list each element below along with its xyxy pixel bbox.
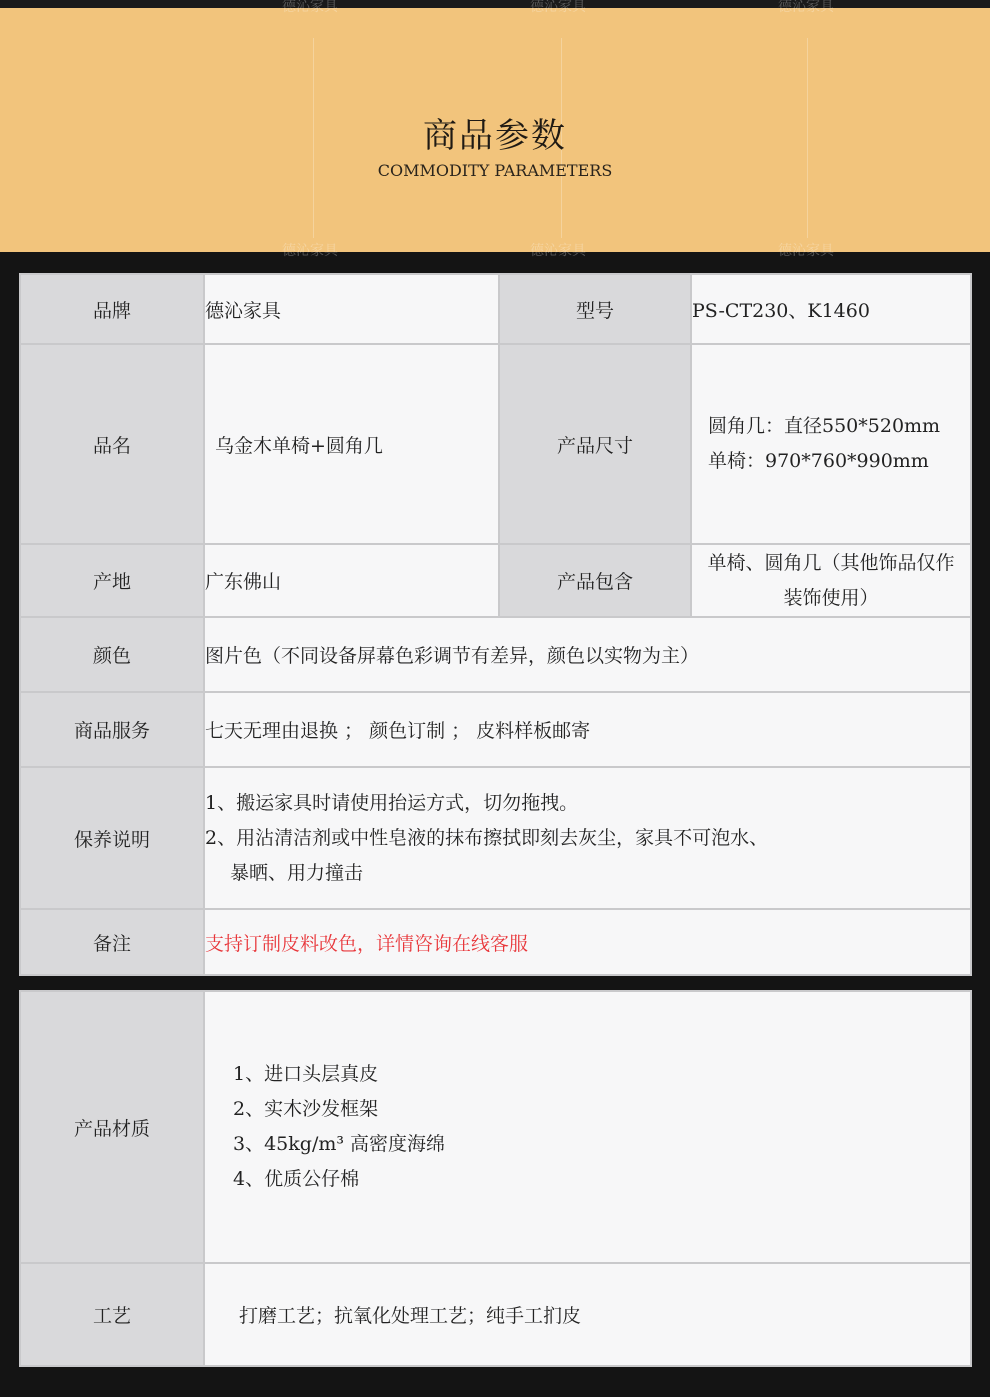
color-value: 图片色（不同设备屏幕色彩调节有差异，颜色以实物为主） [204,617,971,692]
care-line: 2、用沾清洁剂或中性皂液的抹布擦拭即刻去灰尘，家具不可泡水、 [205,826,769,849]
color-label: 颜色 [20,617,204,692]
table-row [20,344,971,544]
model-value: PS-CT230、K1460 [691,274,971,344]
care-label: 保养说明 [20,767,204,909]
size-value [691,344,971,544]
table-row [20,909,971,975]
name-label: 品名 [20,344,204,544]
size-line: 圆角几：直径550*520mm [708,415,941,437]
material-item: 4、优质公仔棉 [233,1168,360,1190]
watermark: 德沁家具 [778,0,834,15]
table-row [20,767,971,909]
watermark: 德沁家具 [530,0,586,15]
material-value [204,991,971,1263]
care-line: 1、搬运家具时请使用抬运方式，切勿拖拽。 [205,791,579,814]
care-line: 暴晒、用力撞击 [205,861,364,884]
material-table [19,990,972,1367]
table-row [20,1263,971,1366]
material-item: 3、45kg/m³ 高密度海绵 [233,1133,446,1155]
package-line: 装饰使用） [783,586,879,609]
table-row [20,544,971,617]
section-title: 商品参数 [423,116,567,156]
table-row [20,274,971,344]
material-label: 产品材质 [20,991,204,1263]
watermark: 德沁家具 [530,243,586,259]
model-label: 型号 [499,274,691,344]
package-label: 产品包含 [499,544,691,617]
table-row [20,617,971,692]
service-value: 七天无理由退换 ； 颜色订制 ； 皮料样板邮寄 [204,692,971,767]
section-header [0,0,990,252]
size-label: 产品尺寸 [499,344,691,544]
brand-label: 品牌 [20,274,204,344]
name-value: 乌金木单椅+圆角几 [204,344,499,544]
brand-value: 德沁家具 [204,274,499,344]
origin-label: 产地 [20,544,204,617]
top-bar [0,0,990,8]
table-row [20,991,971,1263]
material-item: 2、实木沙发框架 [233,1098,379,1120]
size-line: 单椅：970*760*990mm [708,450,929,472]
watermark: 德沁家具 [778,243,834,259]
params-table [19,273,972,976]
package-line: 单椅、圆角几（其他饰品仅作 [707,551,955,574]
care-value [204,767,971,909]
craft-label: 工艺 [20,1263,204,1366]
note-label: 备注 [20,909,204,975]
material-item: 1、进口头层真皮 [233,1063,379,1085]
package-value [691,544,971,617]
watermark: 德沁家具 [282,0,338,15]
craft-value: 打磨工艺；抗氧化处理工艺；纯手工扪皮 [204,1263,971,1366]
section-subtitle: COMMODITY PARAMETERS [377,161,613,180]
note-value: 支持订制皮料改色，详情咨询在线客服 [204,909,971,975]
service-label: 商品服务 [20,692,204,767]
watermark: 德沁家具 [282,243,338,259]
origin-value: 广东佛山 [204,544,499,617]
table-row [20,692,971,767]
